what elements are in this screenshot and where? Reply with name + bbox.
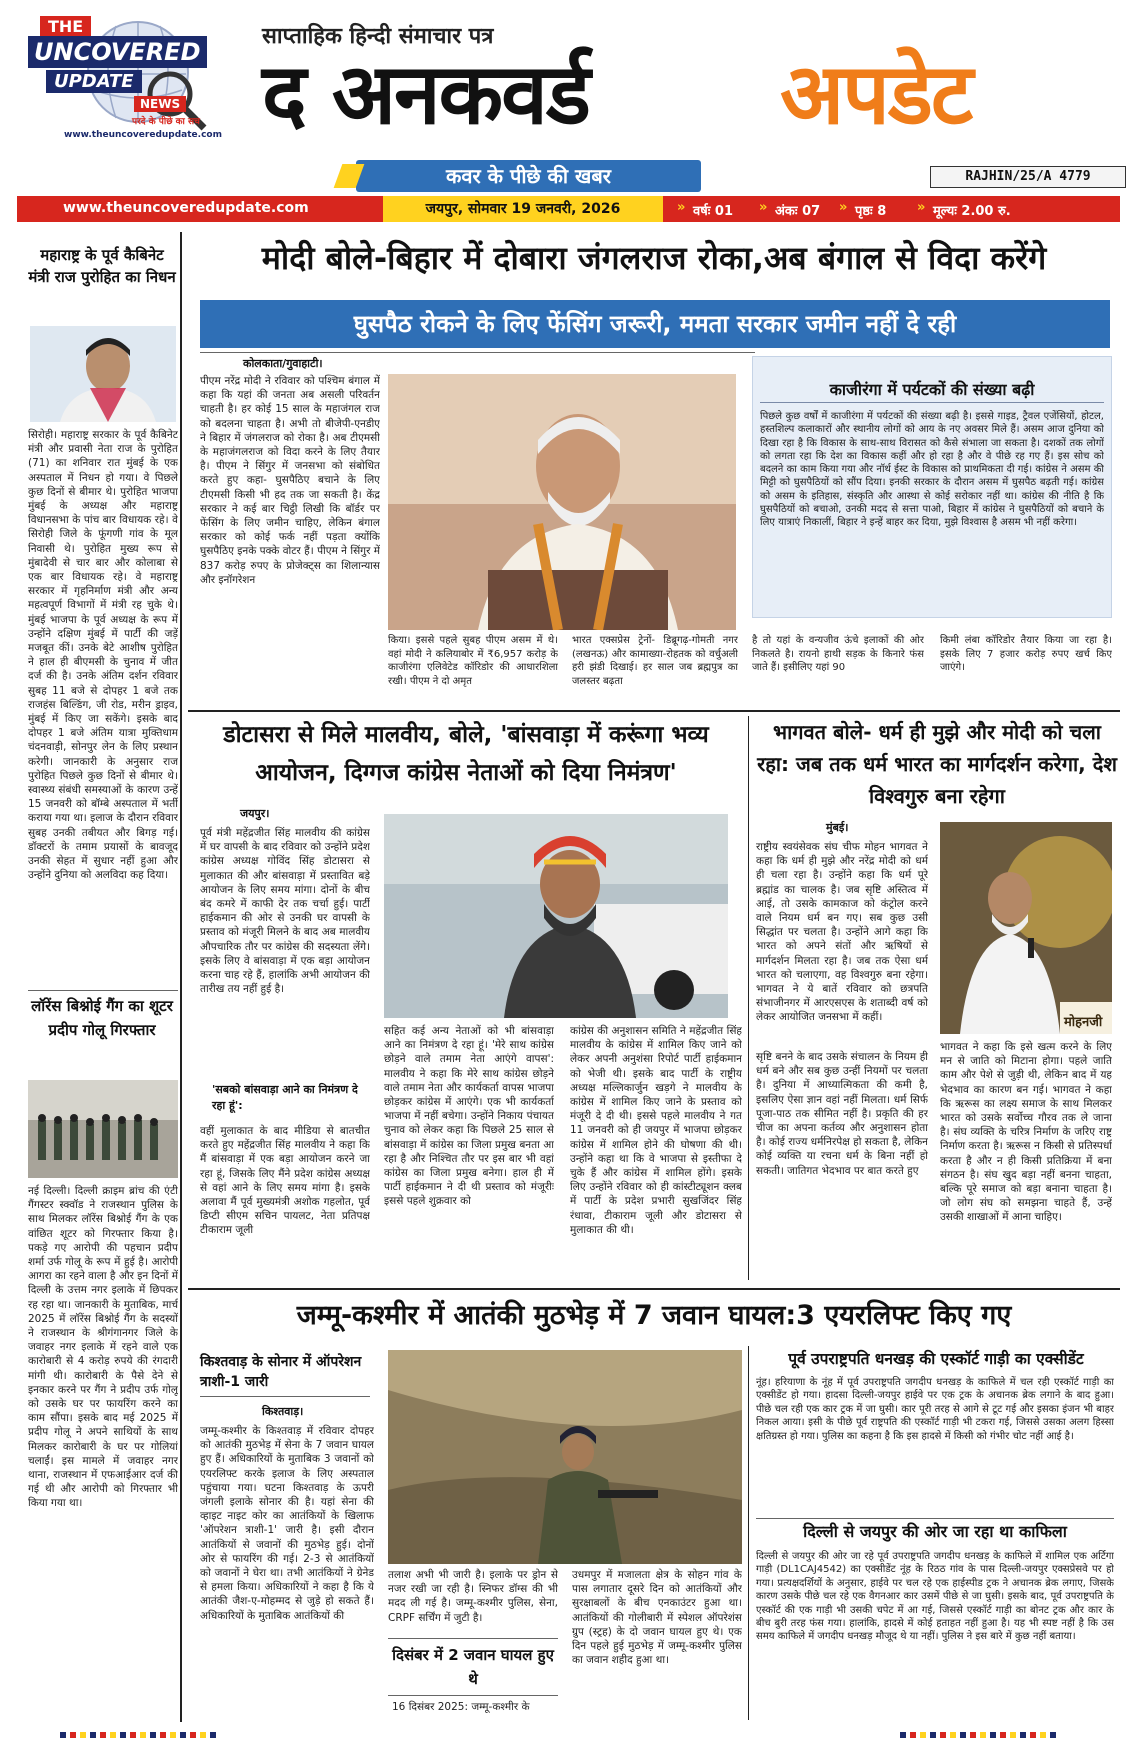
registration-marks-left xyxy=(60,1732,220,1738)
logo-url: www.theuncoveredupdate.com xyxy=(64,130,222,140)
date-box xyxy=(383,196,663,222)
dotasra-dateline: जयपुर। xyxy=(240,807,270,820)
jk-body-4: उधमपुर में मजालता क्षेत्र के सोहन गांव के पास लगातार दूसरे दिन को आतंकियों और सुरक्षाबलों के बीच एनकाउंटर हुआ था। आतंकियों की गोलीबारी में स्पेशल ऑपरेशंस ग्रुप (स्ट्रह) के दो जवान घायल हुए थे। एक दिन पहले हुई मुठभेड़ में जम्मू-कश्मीर पुलिस का जवान शहीद हुआ था। xyxy=(572,1569,742,1667)
jk-soldier-photo xyxy=(388,1350,742,1564)
registration-box xyxy=(930,166,1126,188)
jk-body-1: जम्मू-कश्मीर के किश्तवाड़ में रविवार दोपहर को आतंकी मुठभेड़ में सेना के 7 जवान घायल हुए हैं। अधिकारियों के मुताबिक 3 जवानों को एयरलिफ्ट करके इलाज के लिए अस्पताल पहुंचाया गया। घटना किश्तवाड़ के ऊपरी जंगली इलाके सोनार की है। यहां सेना की व्हाइट नाइट कोर का आतंकियों के खिलाफ 'ऑपरेशन त्राशी-1' जारी है। इसी दौरान आतंकियों से जवानों की मुठभेड़ हुई। दोनों ओर से फायरिंग की गई। 2-3 से आतंकियों को जवानों ने घेरा था। तभी आतंकियों ने ग्रेनेड से हमला किया। अधिकारियों ने कहा है कि ये आतंकी जैश-ए-मोहम्मद से जुड़े हो सकते हैं। अधिकारियों के मुताबिक आतंकियों की xyxy=(200,1425,374,1622)
logo xyxy=(20,12,230,150)
left-headline-2: लॉरेंस बिश्नोई गैंग का शूटर प्रदीप गोलू गिरफ्तार xyxy=(31,997,173,1039)
logo-news: NEWS xyxy=(134,96,186,112)
left-headline-1: महाराष्ट्र के पूर्व कैबिनेट मंत्री राज पुरोहित का निधन xyxy=(28,246,176,286)
logo-uncovered: UNCOVERED xyxy=(28,36,207,68)
soldiers-photo xyxy=(28,1080,178,1178)
registration-marks-right xyxy=(900,1732,1060,1738)
left-column-divider xyxy=(180,232,182,1722)
dotasra-body-4: कांग्रेस की अनुशासन समिति ने महेंद्रजीत सिंह मालवीय के कांग्रेस में शामिल किए जाने को लेकर अपनी अनुशंसा रिपोर्ट पार्टी हाईकमान को भेजी थी। इसके बाद पार्टी के राष्ट्रीय अध्यक्ष मल्लिकार्जुन खड़गे ने मालवीय के कांग्रेस में शामिल किए जाने के प्रस्ताव को मंजूरी दे दी थी। इससे पहले मालवीय ने गत 11 जनवरी को ही जयपुर में भाजपा छोड़कर कांग्रेस में शामिल होने की घोषणा की थी। उन्होंने कहा था कि वे भाजपा से इस्तीफा दे चुके हैं और कांग्रेस में शामिल होंगे। इसके लिए उन्होंने रविवार को ही कांस्टीट्यूशन क्लब में पार्टी के प्रदेश प्रभारी सुखजिंदर सिंह रंधावा, टीकाराम जूली और डोटासरा से मुलाकात की थी। xyxy=(570,1025,742,1236)
dotasra-subhead: 'सबको बांसवाड़ा आने का निमंत्रण दे रहा हूं': xyxy=(212,1083,358,1112)
dotasra-headline: डोटासरा से मिले मालवीय, बोले, 'बांसवाड़ा में करूंगा भव्य आयोजन, दिग्गज कांग्रेस नेताओं को दिया निमंत्रण' xyxy=(223,722,709,786)
masthead-title-orange: अपडेट xyxy=(780,45,972,143)
lead-body-3: भारत एक्सप्रेस ट्रेनों- डिब्रूगढ़-गोमती नगर (लखनऊ) और कामाख्या-रोहतक को वर्चुअली हरी झंडी दिखाई। हर साल जब ब्रह्मपुत्र का जलस्तर बढ़ता xyxy=(572,635,738,687)
bhagwat-body-3: भागवत ने कहा कि इसे खत्म करने के लिए मन से जाति को मिटाना होगा। पहले जाति काम और पेशे से जुड़ी थी, लेकिन बाद में यह भेदभाव का कारण बन गई। भागवत ने कहा कि ऋरूस का लक्ष्य समाज के साथ मिलकर भारत को उसके सर्वोच्च गौरव तक ले जाना है। संघ व्यक्ति के चरित्र निर्माण के जरिए राष्ट्र निर्माण करता है। ऋरूस न किसी से प्रतिस्पर्धा करता है और न ही किसी प्रतिक्रिया में बना संगठन है। संघ खुद बड़ा नहीं बनना चाहता, बल्कि पूरे समाज को बड़ा बनाना चाहता है। जो लोग संघ को समझना चाहते हैं, उन्हें उसकी शाखाओं में आना चाहिए। xyxy=(940,1041,1112,1224)
lead-subhead: घुसपैठ रोकने के लिए फेंसिंग जरूरी, ममता सरकार जमीन नहीं दे रही xyxy=(353,310,957,338)
jk-headline: जम्मू-कश्मीर में आतंकी मुठभेड़ में 7 जवान घायल:3 एयरलिफ्ट किए गए xyxy=(296,1300,1012,1331)
chevron-icon-2: » xyxy=(759,200,768,215)
year-text: वर्षः 01 xyxy=(693,204,733,219)
date-text: जयपुर, सोमवार 19 जनवरी, 2026 xyxy=(425,201,621,217)
jk-subhead-rule xyxy=(200,1396,370,1397)
dhankhar-body-1: नूंह। हरियाणा के नूंह में पूर्व उपराष्ट्रपति जगदीप धनखड़ के काफिले में चल रही एस्कॉर्ट गाड़ी का एक्सीडेंट हो गया। हादसा दिल्ली-जयपुर हाईवे पर एक ट्रक के अचानक ब्रेक लगाने के बाद हुआ। पीछे चल रही एक कार ट्रक में जा घुसी। कार पूरी तरह से आगे से टूट गई और इसका इंजन भी बाहर निकल आया। इसी के पीछे पूर्व राष्ट्रपति की एस्कॉर्ट गाड़ी भी टकरा गई, जिससे उसका अलग हिस्सा क्षतिग्रस्त हो गया। पुलिस का कहना है कि इस हादसे में किसी को गंभीर चोट नहीं आई है। xyxy=(756,1377,1114,1442)
masthead-title-black: द अनकवर्ड xyxy=(262,45,589,143)
bhagwat-body-1: राष्ट्रीय स्वयंसेवक संघ चीफ मोहन भागवत ने कहा कि धर्म ही मुझे और नरेंद्र मोदी को धर्म ही चला रहा है। उन्होंने कहा कि धर्म पूरे ब्रह्मांड का चालक है। जब सृष्टि अस्तित्व में आई, तो उसके कामकाज को कंट्रोल करने वाले नियम धर्म बन गए। सब कुछ उसी सिद्धांत पर चलता है। उन्होंने आगे कहा कि भारत को अपने संतों और ऋषियों से मार्गदर्शन मिलता रहा है। जब तक ऐसा धर्म भारत को चलाएगा, वह विश्वगुरु बना रहेगा। भागवत ने ये बातें रविवार को छत्रपति संभाजीनगर में आरएसएस के शताब्दी वर्ष को लेकर आयोजित जनसभा में कहीं। xyxy=(756,841,928,1024)
lead-body-5: किमी लंबा कॉरिडोर तैयार किया जा रहा है। इसके लिए 7 हजार करोड़ रुपए खर्च किए जाएंगे। xyxy=(940,635,1112,673)
logo-tagline: परदे के पीछे का सच xyxy=(132,117,200,127)
kaziranga-title: काजीरंगा में पर्यटकों की संख्या बढ़ी xyxy=(829,380,1035,399)
tagline-banner xyxy=(356,160,701,192)
left-body-1: सिरोही। महाराष्ट्र सरकार के पूर्व कैबिनेट मंत्री और प्रवासी नेता राज के पुरोहित (71) का शनिवार रात मुंबई के एक अस्पताल में निधन हो गया। वे पिछले कुछ दिनों से बीमार थे। पुरोहित भाजपा मुंबई के अध्यक्ष और महाराष्ट्र विधानसभा के पांच बार विधायक रहे। वे सिरोही जिले के फूंगणी गांव के मूल निवासी थे। पुरोहित मुख्य रूप से मुंबादेवी से चार बार और कोलाबा से एक बार विधायक रहे। वे महाराष्ट्र सरकार में गृहनिर्माण मंत्री और अन्य महत्वपूर्ण विभागों में मंत्री रह चुके थे। मुंबई भाजपा के पूर्व अध्यक्ष के रूप में उन्होंने दक्षिण मुंबई में पार्टी की जड़ें मजबूत कीं। उनके बेटे आशीष पुरोहित ने हाल ही बीएमसी के चुनाव में जीत दर्ज की है। उनके अंतिम दर्शन रविवार सुबह 11 बजे से दोपहर 1 बजे तक राजहंस बिल्डिंग, जी रोड, मरीन ड्राइव, मुंबई में किए जा सकेंगे। इसके बाद दोपहर 1 बजे अंतिम यात्रा मुक्तिधाम चंदनवाड़ी, सोनपुर लेन के लिए प्रस्थान करेगी। जानकारी के अनुसार राज पुरोहित पिछले कुछ दिनों से बीमार थे। स्वास्थ्य संबंधी समस्याओं के कारण उन्हें 15 जनवरी को बॉम्बे अस्पताल में भर्ती कराया गया था। इलाज के दौरान रविवार सुबह उनकी तबीयत और बिगड़ गई। डॉक्टरों के तमाम प्रयासों के बावजूद उनकी सेहत में सुधार नहीं हुआ और उन्होंने दुनिया को अलविदा कह दिया। xyxy=(28,429,178,882)
bhagwat-dateline: मुंबई। xyxy=(826,821,849,834)
bhagwat-body-2: सृष्टि बनने के बाद उसके संचालन के नियम ही धर्म बने और सब कुछ उन्हीं नियमों पर चलता है। दुनिया में आध्यात्मिकता की कमी है, इसलिए ऐसा ज्ञान वहां नहीं मिलता। धर्म सिर्फ पूजा-पाठ तक सीमित नहीं है। प्रकृति की हर चीज का अपना कर्तव्य और अनुशासन होता है। कोई राज्य धर्मनिरपेक्ष हो सकता है, लेकिन कोई व्यक्ति या रचना धर्म के बिना नहीं हो सकती। जातिगत भेदभाव पर बात करते हुए xyxy=(756,1051,928,1177)
lead-dateline: कोलकाता/गुवाहाटी। xyxy=(243,357,323,370)
lead-headline: मोदी बोले-बिहार में दोबारा जंगलराज रोका,अब बंगाल से विदा करेंगे xyxy=(261,239,1047,277)
info-bar xyxy=(17,196,1120,222)
jk-body-3: 16 दिसंबर 2025: जम्मू-कश्मीर के xyxy=(392,1701,530,1713)
bottom-column-divider xyxy=(748,1346,749,1720)
bhagwat-photo xyxy=(940,822,1112,1034)
kaziranga-body: पिछले कुछ वर्षों में काजीरंगा में पर्यटकों की संख्या बढ़ी है। इससे गाइड, ट्रैवल एजेंसियों, होटल, हस्तशिल्प कलाकारों और स्थानीय लोगों को आय के नए अवसर मिले हैं। असम आज दुनिया को दिखा रहा है कि विकास के साथ-साथ विरासत को कैसे संभाला जा सकता है। दशकों तक लोगों को लगता रहा कि देश का विकास कहीं और हो रहा है और वे पीछे रह गए हैं। इस सोच को बदलने का काम किया गया और नॉर्थ ईस्ट के विकास को प्राथमिकता दी गई। कांग्रेस ने असम की मिट्टी को घुसपैठियों को सौंप दिया। इनकी सरकार के दौरान असम में घुसपैठ बढ़ती गई। कांग्रेस को असम के इतिहास, संस्कृति और आस्था से कोई सरोकार नहीं था। कांग्रेस की नीति है कि घुसपैठियों को बचाओ, उनकी मदद से सत्ता पाओ, बिहार में कांग्रेस ने घुसपैठियों को बचाने के लिए यात्राएं निकालीं, बिहार ने इन्हें बाहर कर दिया, मुझे विश्वास है असम भी नहीं करेगा। xyxy=(760,411,1104,529)
dotasra-body-2: वहीं मुलाकात के बाद मीडिया से बातचीत करते हुए महेंद्रजीत सिंह मालवीय ने कहा कि मैं बांसवाड़ा में एक बड़ा आयोजन करने जा रहा हूं, जिसके लिए मैंने प्रदेश कांग्रेस अध्यक्ष से वहां आने के लिए समय मांगा है। इसके अलावा मैं पूर्व मुख्यमंत्री अशोक गहलोत, पूर्व डिप्टी सीएम सचिन पायलट, नेता प्रतिपक्ष टीकाराम जूली xyxy=(200,1125,370,1237)
jk-box-head: दिसंबर में 2 जवान घायल हुए थे xyxy=(388,1638,558,1696)
logo-update: UPDATE xyxy=(46,70,142,93)
bhagwat-photo-text: मोहनजी xyxy=(1064,1015,1103,1030)
lead-body-4: है तो यहां के वन्यजीव ऊंचे इलाकों की ओर निकलते है। रायनो हाथी सड़क के किनारे फंस जाते हैं। इसीलिए यहां 90 xyxy=(752,635,924,673)
dotasra-body-3: सहित कई अन्य नेताओं को भी बांसवाड़ा आने का निमंत्रण दे रहा हूं। 'मेरे साथ कांग्रेस छोड़ने वाले तमाम नेता आएंगे वापस': मालवीय ने कहा कि मेरे साथ कांग्रेस छोड़ने वाले तमाम नेता और कार्यकर्ता वापस भाजपा छोड़कर कांग्रेस में आएंगे। एक भी कार्यकर्ता भाजपा में नहीं बचेगा। उन्होंने निकाय पंचायत चुनाव को लेकर कहा कि पिछले 25 साल से बांसवाड़ा में कांग्रेस का जिला प्रमुख बनता आ रहा है और निश्चित तौर पर इस बार भी वहां कांग्रेस का जिला प्रमुख बनेगा। हाल ही में पार्टी हाईकमान ने दी थी प्रस्ताव को मंजूरीः इससे पहले शुक्रवार को xyxy=(384,1025,554,1208)
left-body-2: नई दिल्ली। दिल्ली क्राइम ब्रांच की एंटी गैंगस्टर स्क्वॉड ने राजस्थान पुलिस के साथ मिलकर लॉरेंस बिश्नोई गैंग के एक वांछित शूटर को गिरफ्तार किया है। पकड़े गए आरोपी की पहचान प्रदीप शर्मा उर्फ गोलू के रूप में हुई है। आरोपी आगरा का रहने वाला है और इन दिनों में दिल्ली के उत्तम नगर इलाके में छिपकर रह रहा था। जानकारी के मुताबिक, मार्च 2025 में लॉरेंस बिश्नोई गैंग के सदस्यों ने राजस्थान के श्रीगंगानगर जिले के जवाहर नगर इलाके में रहने वाले एक कारोबारी से 4 करोड़ रुपये की रंगदारी मांगी थी। कारोबारी के पैसे देने से इनकार करने पर गैंग ने प्रदीप उर्फ गोलू को उसके घर पर फायरिंग करने का काम सौंपा। इसके बाद मई 2025 में प्रदीप गोलू ने अपने साथियों के साथ मिलकर कारोबारी के घर पर गोलियां चलाईं। इस मामले में जवाहर नगर थाना, राजस्थान में एफआईआर दर्ज की गई थी और आरोपी को गिरफ्तार भी किया गया था। xyxy=(28,1185,178,1510)
chevron-icon-1: » xyxy=(677,200,686,215)
tagline-text: कवर के पीछे की खबर xyxy=(446,164,611,188)
price-text: मूल्यः 2.00 रु. xyxy=(933,204,1011,219)
dhankhar-subhead-rule xyxy=(756,1518,1114,1519)
dotasra-body-1: पूर्व मंत्री महेंद्रजीत सिंह मालवीय की कांग्रेस में घर वापसी के बाद रविवार को उन्होंने प्रदेश कांग्रेस अध्यक्ष गोविंद सिंह डोटासरा से मुलाकात की और बांसवाड़ा में प्रस्तावित बड़े आयोजन के लिए समय मांगा। दोनों के बीच बंद कमरे में काफी देर तक चर्चा हुई। पार्टी हाईकमान की ओर से उनकी घर वापसी के प्रस्ताव को मंजूरी मिलने के बाद अब मालवीय औपचारिक तौर पर कांग्रेस की सदस्यता लेंगे। इसके लिए वे बांसवाड़ा में एक बड़ा आयोजन करना चाह रहे हैं, हालांकि अभी आयोजन की तारीख तय नहीं हुई है। xyxy=(200,827,370,996)
purohit-photo xyxy=(30,326,176,422)
dhankhar-body-2: दिल्ली से जयपुर की ओर जा रहे पूर्व उपराष्ट्रपति जगदीप धनखड़ के काफिले में शामिल एक अर्टिगा गाड़ी (DL1CAJ4542) का एक्सीडेंट नूंह के रिठठ गांव के पास दिल्ली-जयपुर एक्सप्रेसवे पर हो गया। प्रत्यक्षदर्शियों के अनुसार, हाईवे पर चल रहे एक हाईस्पीड ट्रक ने अचानक ब्रेक लगाए, जिसके कारण उसके पीछे चल रहे एक वैगनआर कार उसमें पीछे से जा घुसी। इसके बाद, पूर्व उपराष्ट्रपति के एस्कॉर्ट की एक गाड़ी भी उसकी चपेट में आ गई, जिससे एस्कॉर्ट गाड़ी का बोनट ट्रक और कार के बीच बुरी तरह फंस गया। हालांकि, हादसे में कोई हताहत नहीं हुआ है। यह भी स्पष्ट नहीं है कि उस समय काफिले में जगदीप धनखड़ मौजूद थे या नहीं। पुलिस ने इस बारे में कुछ नहीं बताया। xyxy=(756,1551,1114,1643)
registration-text: RAJHIN/25/A 4779 xyxy=(965,169,1091,184)
lead-subhead-banner xyxy=(200,300,1110,348)
modi-photo xyxy=(388,374,736,630)
lead-bottom-rule xyxy=(188,710,1120,712)
lead-body-2: किया। इससे पहले सुबह पीएम असम में थे। वहां मोदी ने कलियाबोर में ₹6,957 करोड़ के काजीरंगा एलिवेटेड कॉरिडोर की आधारशिला रखी। पीएम ने दो अमृत xyxy=(388,635,558,687)
mid-column-divider xyxy=(748,716,749,1280)
bhagwat-headline: भागवत बोले- धर्म ही मुझे और मोदी को चला रहा: जब तक धर्म भारत का मार्गदर्शन करेगा, देश विश्वगुरु बना रहेगा xyxy=(757,720,1117,808)
left-divider xyxy=(28,990,178,991)
jk-body-2: तलाश अभी भी जारी है। इलाके पर ड्रोन से नजर रखी जा रही है। स्निफर डॉग्स की भी मदद ली गई है। जम्मू-कश्मीर पुलिस, सेना, CRPF सर्चिंग में जुटी है। xyxy=(388,1569,558,1624)
lead-body-1: पीएम नरेंद्र मोदी ने रविवार को पश्चिम बंगाल में कहा कि यहां की जनता अब असली परिवर्तन चाहती है। हर कोई 15 साल के महाजंगल राज को बदलना चाहता है। अभी तो बीजेपी-एनडीए ने बिहार में जंगलराज को रोका है। अब टीएमसी के महाजंगलराज को विदा करने के लिए तैयार है। पीएम ने सिंगुर में जनसभा को संबोधित करते हुए कहा- घुसपैठिए बचाने के लिए टीएमसी किसी भी हद तक जा सकती है। केंद्र सरकार ने कई बार चिट्ठी लिखी कि बॉर्डर पर फेंसिंग के लिए जमीन चाहिए, लेकिन बंगाल सरकार को कोई फर्क नहीं पड़ता क्योंकि घुसपैठिए इनके पक्के वोटर हैं। पीएम ने सिंगुर में 837 करोड़ रुपए के प्रोजेक्ट्स का शिलान्यास और इनॉगरेशन xyxy=(200,375,380,586)
logo-the: THE xyxy=(40,16,91,37)
lead-divider xyxy=(200,352,755,353)
dhankhar-subhead: दिल्ली से जयपुर की ओर जा रहा था काफिला xyxy=(803,1522,1067,1541)
website-link[interactable]: www.theuncoveredupdate.com xyxy=(63,200,309,216)
jk-dateline: किश्तवाड़। xyxy=(262,1405,304,1418)
issue-text: अंकः 07 xyxy=(775,204,821,219)
masthead-subtitle: साप्ताहिक हिन्दी संमाचार पत्र xyxy=(262,24,494,49)
dhankhar-headline: पूर्व उपराष्ट्रपति धनखड़ की एस्कॉर्ट गाड़ी का एक्सीडेंट xyxy=(788,1350,1084,1368)
chevron-icon-4: » xyxy=(917,200,926,215)
kaziranga-title-rule xyxy=(760,402,1104,403)
jk-subhead: किश्तवाड़ के सोनार में ऑपरेशन त्राशी-1 जारी xyxy=(200,1354,362,1390)
mid-bottom-rule xyxy=(188,1288,1120,1290)
malviya-photo xyxy=(384,814,728,1018)
pages-text: पृष्ठः 8 xyxy=(855,204,887,219)
chevron-icon-3: » xyxy=(839,200,848,215)
